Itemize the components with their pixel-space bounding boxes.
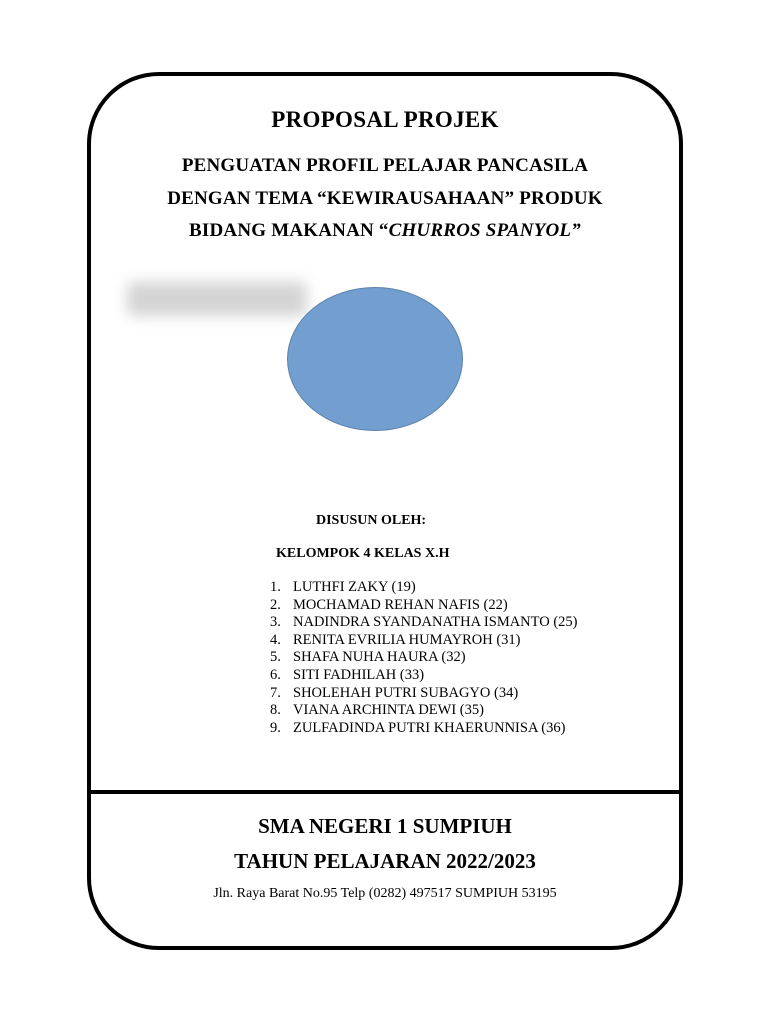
list-item (270, 667, 578, 685)
subtitle-line-1: PENGUATAN PROFIL PELAJAR PANCASILA (181, 155, 589, 176)
list-item (270, 649, 578, 667)
member-name: SHOLEHAH PUTRI SUBAGYO (34) (293, 684, 519, 701)
member-name: MOCHAMAD REHAN NAFIS (22) (293, 596, 508, 613)
list-item (270, 614, 578, 632)
list-item (270, 597, 578, 615)
academic-year: TAHUN PELAJARAN 2022/2023 (234, 849, 536, 873)
list-item (270, 685, 578, 703)
member-number: 4. (270, 631, 281, 648)
footer-divider (87, 790, 683, 794)
member-name: ZULFADINDA PUTRI KHAERUNNISA (36) (293, 719, 566, 736)
document-subtitle (87, 150, 683, 248)
list-item (270, 632, 578, 650)
member-number: 2. (270, 596, 281, 613)
list-item (270, 579, 578, 597)
member-name: RENITA EVRILIA HUMAYROH (31) (293, 631, 521, 648)
member-name: LUTHFI ZAKY (19) (293, 579, 416, 595)
member-name: NADINDRA SYANDANATHA ISMANTO (25) (293, 614, 578, 631)
redacted-area (127, 282, 307, 316)
group-name: KELOMPOK 4 KELAS X.H (276, 546, 450, 561)
document-title: PROPOSAL PROJEK (271, 107, 499, 132)
member-name: VIANA ARCHINTA DEWI (35) (293, 702, 484, 719)
member-list (270, 579, 578, 737)
member-name: SITI FADHILAH (33) (293, 666, 425, 683)
subtitle-line-2: DENGAN TEMA “KEWIRAUSAHAAN” PRODUK (167, 187, 603, 209)
school-name: SMA NEGERI 1 SUMPIUH (258, 814, 512, 838)
member-number: 9. (270, 719, 281, 736)
member-number: 7. (270, 684, 281, 701)
authors-heading: DISUSUN OLEH: (316, 513, 427, 528)
school-address: Jln. Raya Barat No.95 Telp (0282) 497517 SUMPIUH 53195 (213, 886, 557, 901)
logo-placeholder-circle (287, 287, 463, 431)
list-item (270, 720, 578, 738)
member-number: 3. (270, 614, 281, 631)
member-number: 6. (270, 666, 281, 683)
member-number: 8. (270, 702, 281, 719)
list-item (270, 702, 578, 720)
product-name: CHURROS SPANYOL” (388, 220, 581, 241)
member-name: SHAFA NUHA HAURA (32) (293, 649, 466, 666)
subtitle-line-3 (87, 215, 683, 248)
subtitle-line-3-prefix: BIDANG MAKANAN “ (189, 220, 389, 241)
member-number: 5. (270, 649, 281, 666)
member-number: 1. (270, 579, 281, 595)
